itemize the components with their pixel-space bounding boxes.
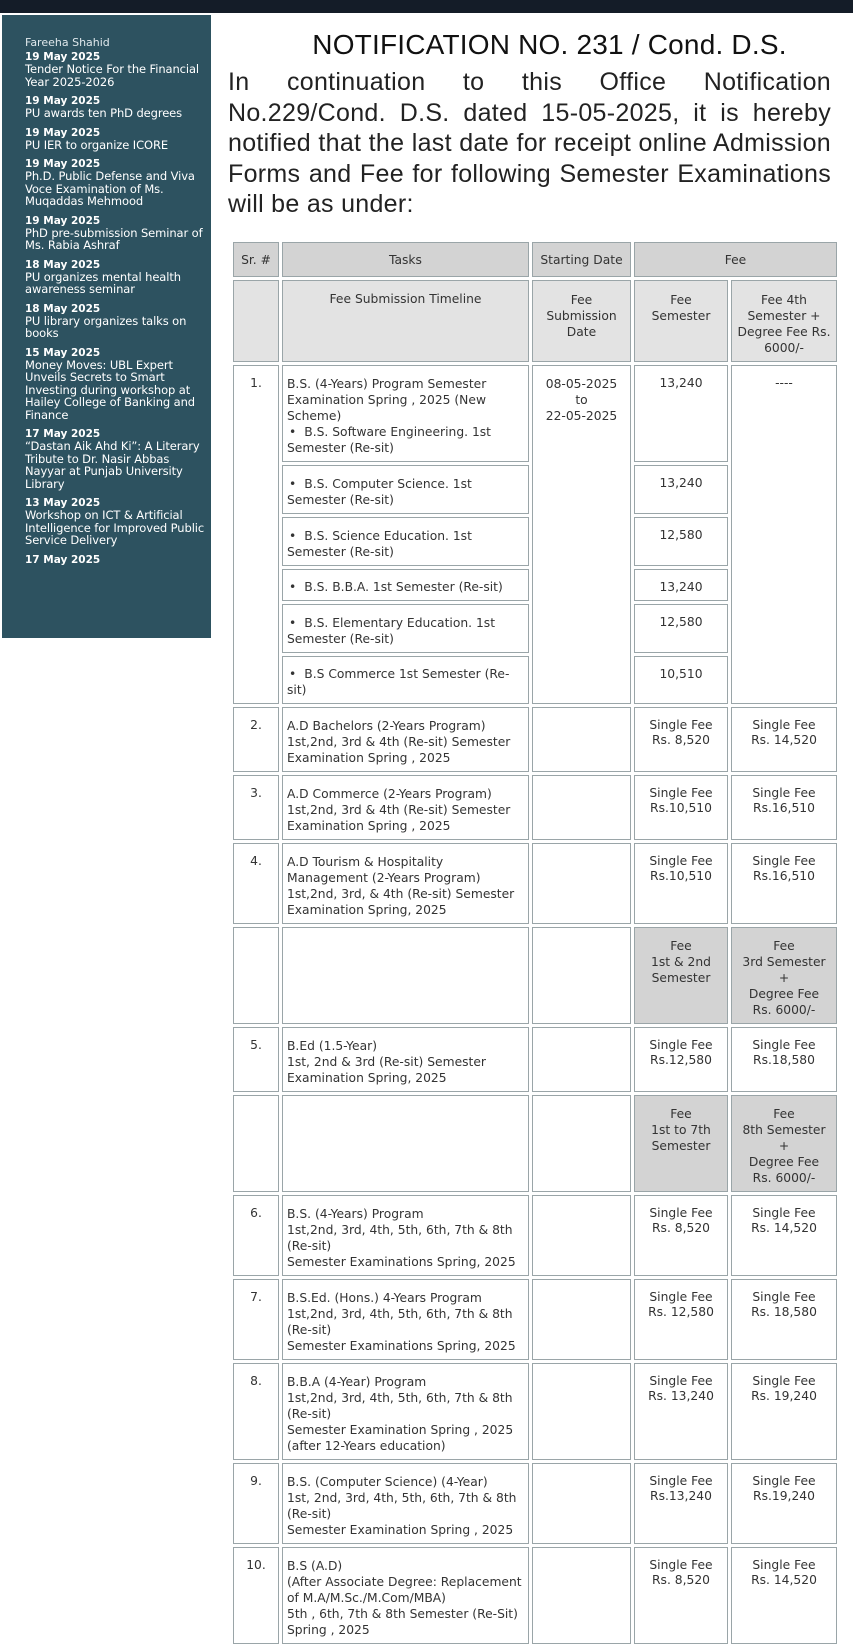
notification-title: NOTIFICATION NO. 231 / Cond. D.S. (312, 29, 787, 60)
news-item[interactable] (25, 95, 205, 120)
task-subitem: • B.S. B.B.A. 1st Semester (Re-sit) (282, 569, 529, 601)
news-link[interactable]: PhD pre-submission Seminar of Ms. Rabia Ashraf (25, 225, 203, 252)
table-row (233, 1363, 837, 1460)
news-date: 19 May 2025 (25, 95, 101, 107)
empty-cell (532, 1195, 631, 1276)
row-fee: Single Fee Rs. 12,580 (634, 1279, 728, 1360)
news-date: 19 May 2025 (25, 214, 101, 227)
row-fee: Single Fee Rs.13,240 (634, 1463, 728, 1544)
news-link[interactable]: PU IER to organize ICORE (25, 137, 169, 152)
row-sr: 2. (233, 707, 279, 772)
row-fee: 12,580 (634, 604, 728, 653)
empty-cell (532, 1547, 631, 1644)
row-fee: Single Fee Rs.10,510 (634, 843, 728, 924)
news-item[interactable] (25, 158, 205, 208)
header-tasks: Tasks (282, 242, 529, 277)
row-fee-degree: Single Fee Rs. 14,520 (731, 1547, 837, 1644)
row-fee: Single Fee Rs. 8,520 (634, 1547, 728, 1644)
news-date: 19 May 2025 (25, 126, 101, 139)
row-sr: 3. (233, 775, 279, 840)
row-fee: Single Fee Rs.12,580 (634, 1027, 728, 1092)
empty-cell (532, 1279, 631, 1360)
row-fee: Single Fee Rs.10,510 (634, 775, 728, 840)
news-item[interactable] (25, 303, 205, 340)
table-row (233, 1195, 837, 1276)
task-subitem: • B.S Commerce 1st Semester (Re-sit) (282, 656, 529, 704)
news-sidebar (2, 15, 211, 638)
empty-cell (282, 1095, 529, 1192)
subhead-timeline: Fee Submission Timeline (282, 280, 529, 362)
table-row (233, 775, 837, 840)
row-sr: 10. (233, 1547, 279, 1644)
row-fee-degree: Single Fee Rs.16,510 (731, 775, 837, 840)
news-link[interactable]: “Dastan Aik Ahd Ki”: A Literary Tribute to Dr. Nasir Abbas Nayyar at Punjab University Library (25, 439, 200, 491)
task-subitem: • B.S. Software Engineering. 1st Semester (Re-sit) (287, 424, 524, 456)
news-link[interactable]: Money Moves: UBL Expert Unveils Secrets to Smart Investing during workshop at Hailey College of Banking and Finance (25, 357, 195, 422)
row-fee-degree: Single Fee Rs.16,510 (731, 843, 837, 924)
notification-content (228, 15, 831, 220)
table-row (233, 1027, 837, 1092)
top-bar (0, 0, 853, 13)
row-task: B.B.A (4-Year) Program 1st,2nd, 3rd, 4th, 5th, 6th, 7th & 8th (Re-sit) Semester Examination Spring , 2025 (after 12-Years education) (282, 1363, 529, 1460)
news-item[interactable] (25, 347, 205, 422)
fee-category-degree: Fee 8th Semester + Degree Fee Rs. 6000/- (731, 1095, 837, 1192)
row-task: B.S.Ed. (Hons.) 4-Years Program 1st,2nd, 3rd, 4th, 5th, 6th, 7th & 8th (Re-sit) Semester Examinations Spring, 2025 (282, 1279, 529, 1360)
empty-cell (532, 927, 631, 1024)
subhead-fee-degree: Fee 4th Semester + Degree Fee Rs. 6000/- (731, 280, 837, 362)
news-item[interactable] (25, 259, 205, 296)
news-date: 18 May 2025 (25, 302, 101, 315)
fee-category-label: Fee 1st & 2nd Semester (634, 927, 728, 1024)
row-sr: 9. (233, 1463, 279, 1544)
empty-cell (233, 280, 279, 362)
table-row (233, 365, 837, 462)
news-date: 17 May 2025 (25, 428, 101, 440)
row-fee: 13,240 (634, 365, 728, 462)
news-item[interactable] (25, 215, 205, 252)
row-sr: 1. (233, 365, 279, 704)
fee-schedule-table (230, 239, 840, 1647)
task-subitem: • B.S. Science Education. 1st Semester (Re-sit) (282, 517, 529, 566)
news-date: 18 May 2025 (25, 258, 101, 271)
row-sr: 6. (233, 1195, 279, 1276)
header-fee: Fee (634, 242, 837, 277)
news-list (25, 51, 205, 566)
empty-cell (282, 927, 529, 1024)
notification-intro: In continuation to this Office Notification No.229/Cond. D.S. dated 15-05-2025, it is hereby notified that the last date for receipt online Admission Forms and Fee for following Semester Examinations will be as under: (228, 68, 831, 218)
news-item[interactable] (25, 51, 205, 88)
news-item[interactable] (25, 127, 205, 152)
news-date: 19 May 2025 (25, 51, 101, 63)
row-fee-degree: Single Fee Rs. 18,580 (731, 1279, 837, 1360)
task-title: B.S. (4-Years) Program Semester Examination Spring , 2025 (New Scheme) (287, 377, 487, 423)
news-link[interactable]: PU library organizes talks on books (25, 313, 187, 340)
cut-off-news-title[interactable]: Fareeha Shahid (25, 36, 110, 49)
row-fee: 13,240 (634, 465, 728, 514)
row-fee-degree: ---- (731, 365, 837, 704)
row-sr: 7. (233, 1279, 279, 1360)
row-fee-degree: Single Fee Rs.18,580 (731, 1027, 837, 1092)
row-fee: Single Fee Rs. 13,240 (634, 1363, 728, 1460)
row-fee-degree: Single Fee Rs. 14,520 (731, 1195, 837, 1276)
row-fee: Single Fee Rs. 8,520 (634, 707, 728, 772)
row-fee: Single Fee Rs. 8,520 (634, 1195, 728, 1276)
news-link[interactable]: PU organizes mental health awareness seminar (25, 269, 181, 296)
fee-category-row (233, 927, 837, 1024)
table-row (233, 1547, 837, 1644)
row-task: B.S. (Computer Science) (4-Year) 1st, 2nd, 3rd, 4th, 5th, 6th, 7th & 8th (Re-sit) Semester Examination Spring , 2025 (282, 1463, 529, 1544)
news-link[interactable]: Tender Notice For the Financial Year 2025-2026 (25, 62, 199, 89)
news-link[interactable]: PU awards ten PhD degrees (25, 106, 183, 120)
news-date: 15 May 2025 (25, 346, 101, 359)
row-task: A.D Commerce (2-Years Program) 1st,2nd, 3rd & 4th (Re-sit) Semester Examination Spring , 2025 (282, 775, 529, 840)
row-sr: 8. (233, 1363, 279, 1460)
empty-cell (532, 843, 631, 924)
fee-category-row (233, 1095, 837, 1192)
empty-cell (532, 1095, 631, 1192)
row-fee-degree: Single Fee Rs.19,240 (731, 1463, 837, 1544)
table-subheader-row (233, 280, 837, 362)
empty-cell (532, 707, 631, 772)
row-fee: 13,240 (634, 569, 728, 601)
row-fee: 10,510 (634, 656, 728, 704)
news-date: 19 May 2025 (25, 158, 101, 170)
empty-cell (532, 775, 631, 840)
empty-cell (532, 1363, 631, 1460)
row-fee-degree: Single Fee Rs. 19,240 (731, 1363, 837, 1460)
row-task: A.D Bachelors (2-Years Program) 1st,2nd, 3rd & 4th (Re-sit) Semester Examination Spring , 2025 (282, 707, 529, 772)
row-task: A.D Tourism & Hospitality Management (2-Years Program) 1st,2nd, 3rd, & 4th (Re-sit) Semester Examination Spring, 2025 (282, 843, 529, 924)
empty-cell (532, 1463, 631, 1544)
header-starting-date: Starting Date (532, 242, 631, 277)
row-task: B.S (A.D) (After Associate Degree: Replacement of M.A/M.Sc./M.Com/MBA) 5th , 6th, 7th & 8th Semester (Re-Sit) Spring , 2025 (282, 1547, 529, 1644)
news-date: 13 May 2025 (25, 497, 101, 509)
news-date: 17 May 2025 (25, 553, 101, 566)
table-row (233, 843, 837, 924)
news-item[interactable] (25, 497, 205, 547)
row-sr: 5. (233, 1027, 279, 1092)
table-row (233, 1463, 837, 1544)
empty-cell (532, 1027, 631, 1092)
row-fee-degree: Single Fee Rs. 14,520 (731, 707, 837, 772)
row-task: B.S. (4-Years) Program 1st,2nd, 3rd, 4th, 5th, 6th, 7th & 8th (Re-sit) Semester Examinations Spring, 2025 (282, 1195, 529, 1276)
subhead-fee-semester: Fee Semester (634, 280, 728, 362)
table-row (233, 1279, 837, 1360)
news-item[interactable] (25, 428, 205, 490)
row-sr: 4. (233, 843, 279, 924)
table-row (233, 707, 837, 772)
row-task: B.Ed (1.5-Year) 1st, 2nd & 3rd (Re-sit) Semester Examination Spring, 2025 (282, 1027, 529, 1092)
news-link[interactable]: Workshop on ICT & Artificial Intelligence for Improved Public Service Delivery (25, 508, 205, 547)
news-link[interactable]: Ph.D. Public Defense and Viva Voce Examination of Ms. Muqaddas Mehmood (25, 169, 195, 208)
row-task (282, 365, 529, 462)
task-subitem: • B.S. Elementary Education. 1st Semester (Re-sit) (282, 604, 529, 653)
news-item[interactable] (25, 554, 205, 566)
empty-cell (233, 927, 279, 1024)
row-date: 08-05-2025 to 22-05-2025 (532, 365, 631, 704)
subhead-date: Fee Submission Date (532, 280, 631, 362)
header-sr: Sr. # (233, 242, 279, 277)
table-header-row (233, 242, 837, 277)
task-subitem: • B.S. Computer Science. 1st Semester (Re-sit) (282, 465, 529, 514)
fee-category-label: Fee 1st to 7th Semester (634, 1095, 728, 1192)
empty-cell (233, 1095, 279, 1192)
fee-category-degree: Fee 3rd Semester + Degree Fee Rs. 6000/- (731, 927, 837, 1024)
row-fee: 12,580 (634, 517, 728, 566)
